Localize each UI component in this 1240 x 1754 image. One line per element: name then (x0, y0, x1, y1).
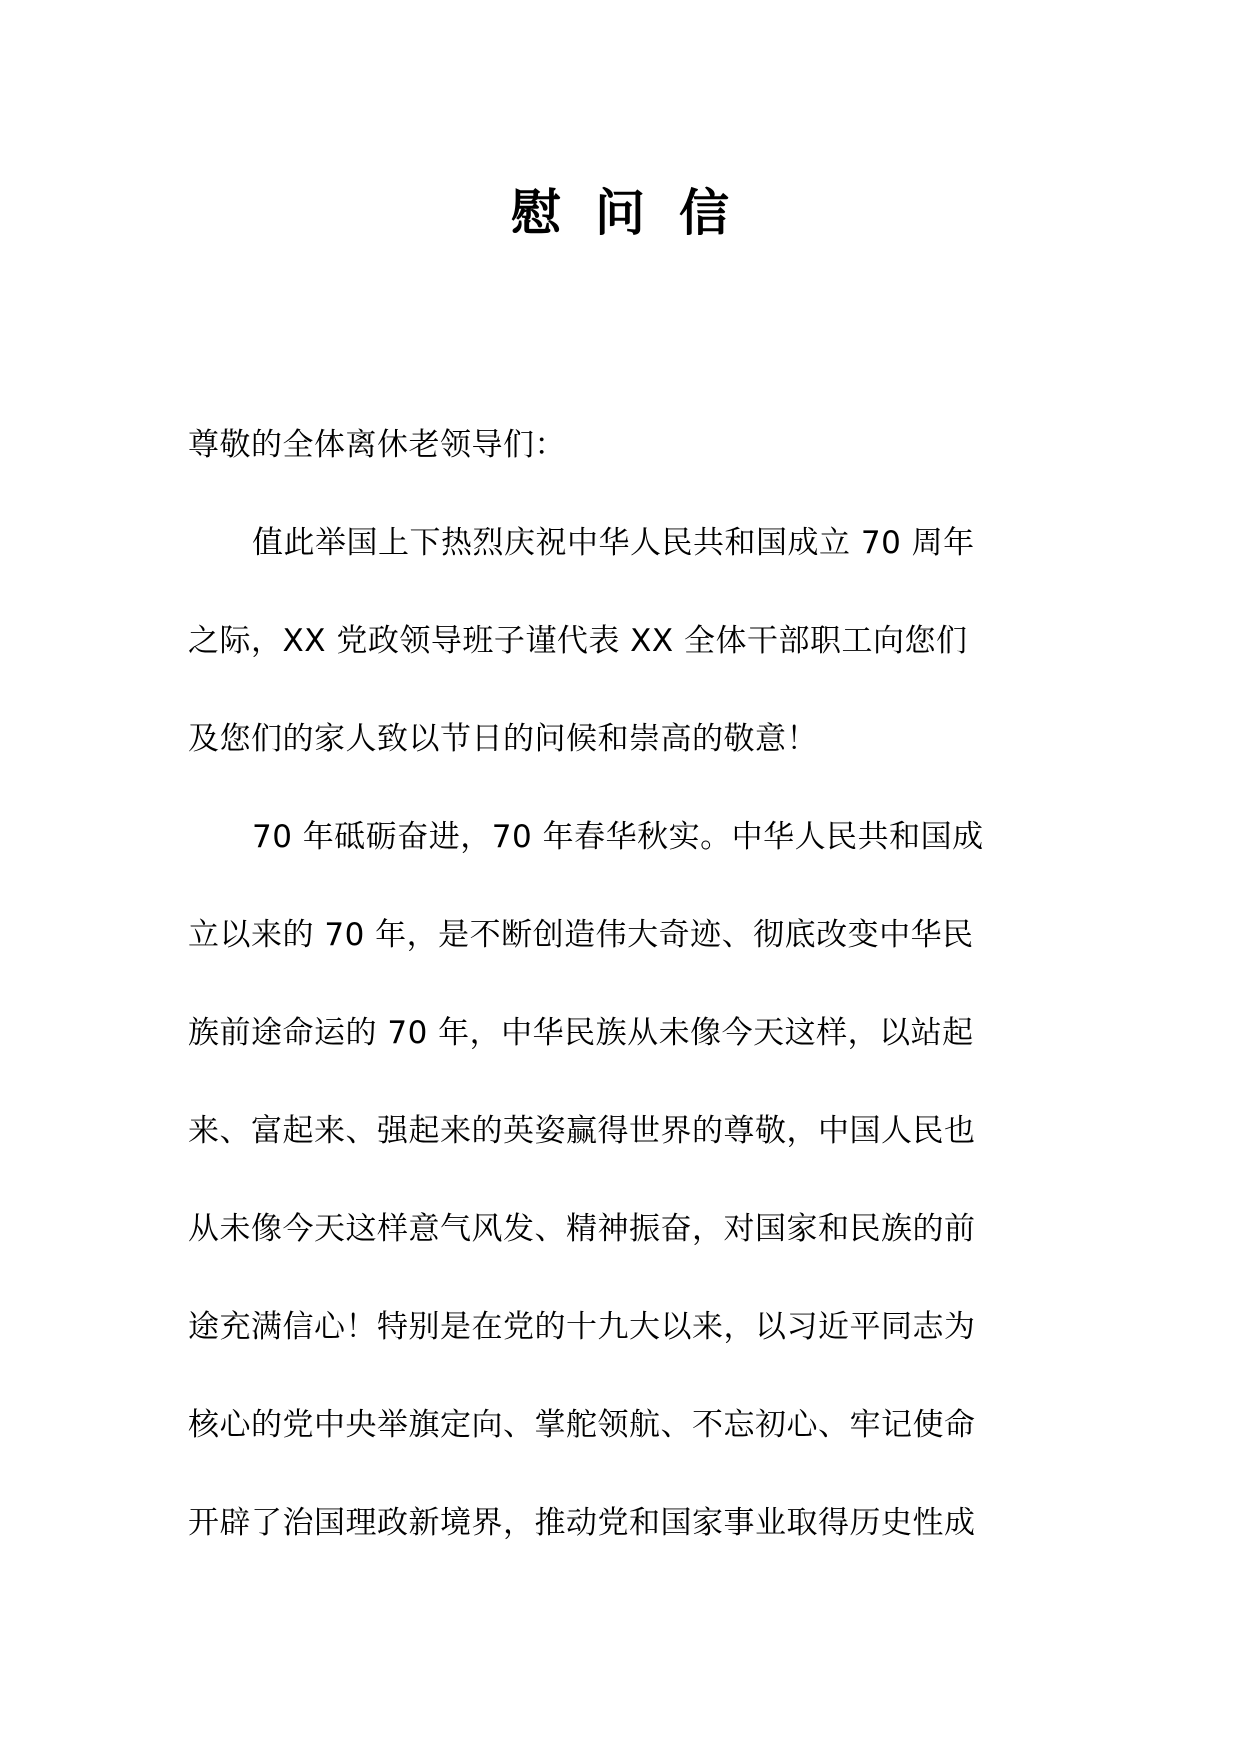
paragraph-line: 从未像今天这样意气风发、精神振奋，对国家和民族的前 (188, 1211, 976, 1247)
paragraph-line: 立以来的 70 年，是不断创造伟大奇迹、彻底改变中华民 (188, 917, 974, 953)
paragraph-line: 族前途命运的 70 年，中华民族从未像今天这样，以站起 (188, 1015, 974, 1051)
document-title: 慰问信 (511, 184, 763, 242)
paragraph-line: 来、富起来、强起来的英姿赢得世界的尊敬，中国人民也 (188, 1113, 976, 1149)
paragraph-line: 核心的党中央举旗定向、掌舵领航、不忘初心、牢记使命 (188, 1407, 976, 1443)
paragraph-line: 及您们的家人致以节日的问候和崇高的敬意！ (188, 721, 818, 757)
paragraph (188, 494, 1056, 788)
paragraph-line: 值此举国上下热烈庆祝中华人民共和国成立 70 周年 (252, 525, 975, 561)
paragraph-line: 之际，XX 党政领导班子谨代表 XX 全体干部职工向您们 (188, 623, 968, 659)
paragraph (188, 788, 1056, 1572)
letter-body (188, 494, 1056, 1572)
salutation: 尊敬的全体离休老领导们： (188, 427, 566, 463)
paragraph-line: 途充满信心！特别是在党的十九大以来，以习近平同志为 (188, 1309, 976, 1345)
paragraph-line: 开辟了治国理政新境界，推动党和国家事业取得历史性成 (188, 1505, 976, 1541)
paragraph-line: 70 年砥砺奋进，70 年春华秋实。中华人民共和国成 (252, 819, 984, 855)
